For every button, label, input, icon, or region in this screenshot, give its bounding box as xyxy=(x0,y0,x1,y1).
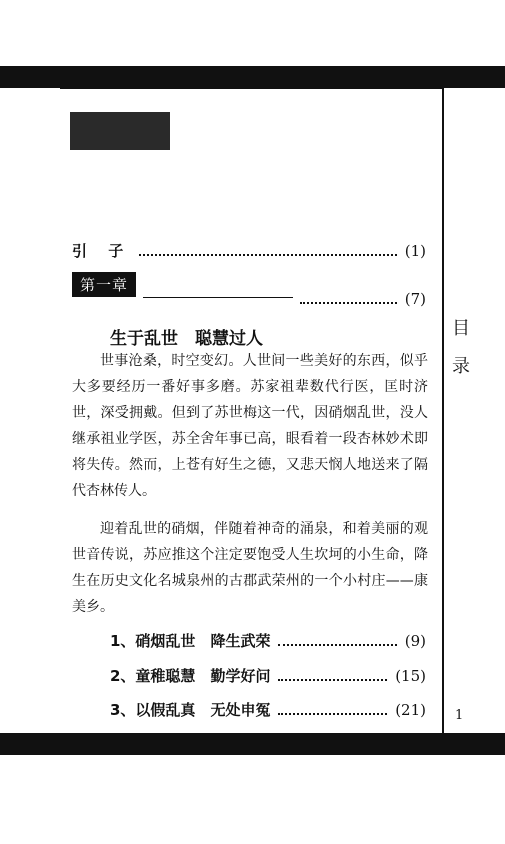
chapter-dots xyxy=(300,302,397,304)
toc-chapter xyxy=(300,290,426,308)
chapter-title: 生于乱世 聪慧过人 xyxy=(110,329,263,349)
intro-dots xyxy=(139,254,397,256)
section-1 xyxy=(110,630,426,651)
section-2 xyxy=(110,665,426,686)
paragraph-2: 迎着乱世的硝烟，伴随着神奇的涌泉，和着美丽的观世音传说，苏应推这个注定要饱受人生坎坷的小生命，降生在历史文化名城泉州的古郡武荣州的一个小村庄——康美乡。 xyxy=(72,521,428,615)
page-number: 1 xyxy=(455,708,464,723)
top-band xyxy=(0,66,505,88)
section-3-label: 3、以假乱真 无处申冤 xyxy=(110,701,271,719)
section-2-page: (15) xyxy=(395,666,426,685)
section-2-label: 2、童稚聪慧 勤学好问 xyxy=(110,667,271,685)
section-2-dots xyxy=(278,679,387,681)
section-3-dots xyxy=(278,713,387,715)
chapter-tag: 第一章 xyxy=(72,272,136,297)
intro-label: 引 子 xyxy=(72,242,132,260)
section-3 xyxy=(110,699,426,720)
toc-intro xyxy=(72,240,426,261)
section-1-dots xyxy=(278,644,396,646)
section-3-page: (21) xyxy=(395,700,426,719)
intro-page: (1) xyxy=(404,241,426,260)
section-1-page: (9) xyxy=(404,631,426,650)
section-1-label: 1、硝烟乱世 降生武荣 xyxy=(110,632,271,650)
paragraph-1: 世事沧桑，时空变幻。人世间一些美好的东西，似乎大多要经历一番好事多磨。苏家祖辈数代行医，匡时济世，深受拥戴。但到了苏世梅这一代，因硝烟乱世，没人继承祖业学医，苏全舍年事已高，眼看着一段杏林妙术即将失传。然而，上苍有好生之德，又悲天悯人地送来了隔代杏林传人。 xyxy=(72,353,428,499)
side-char-lu: 录 xyxy=(452,356,470,377)
chapter-rule xyxy=(143,297,293,298)
chapter-page: (7) xyxy=(404,290,426,308)
side-char-mu: 目 xyxy=(452,318,470,339)
header-block xyxy=(70,112,170,150)
bottom-band xyxy=(0,733,505,755)
